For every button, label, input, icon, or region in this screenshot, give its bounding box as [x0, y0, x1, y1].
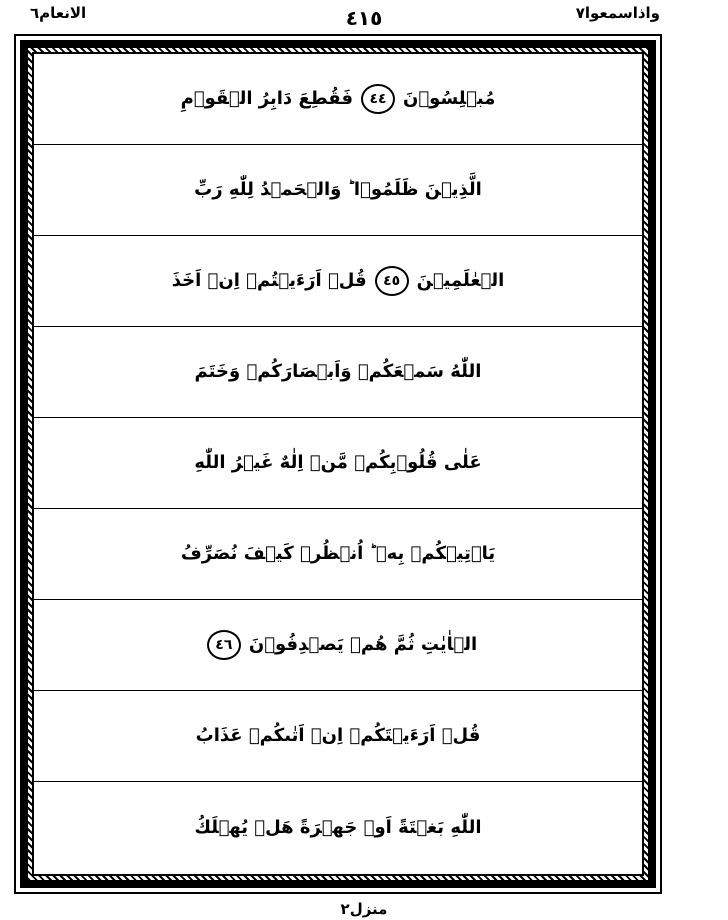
verse-text: اللّٰهُ سَمۡعَكُمۡ وَاَبۡصَارَكُمۡ وَخَتَمَ	[194, 361, 482, 382]
text-line-6	[34, 509, 642, 600]
verse-text: فَقُطِعَ دَابِرُ الۡقَوۡمِ	[180, 88, 354, 109]
text-line-5	[34, 418, 642, 509]
verse-text: الۡعٰلَمِيۡنَ	[416, 270, 505, 291]
text-line-9	[34, 782, 642, 873]
surah-name-header: الانعام٦	[30, 4, 87, 22]
verse-text: مُبۡلِسُوۡنَ	[403, 88, 496, 109]
page-number: ٤١٥	[345, 6, 383, 30]
verse-text: عَلٰى قُلُوۡبِكُمۡ مَّنۡ اِلٰهٌ غَيۡرُ اللّٰهِ	[194, 452, 482, 473]
ayah-number-marker: ٤٥	[375, 266, 409, 296]
text-line-3	[34, 236, 642, 327]
verse-text: الۡاٰيٰتِ ثُمَّ هُمۡ يَصۡدِفُوۡنَ	[248, 634, 478, 655]
ayah-number-marker: ٤٤	[361, 84, 395, 114]
verse-text: قُلۡ اَرَءَيۡتُمۡ اِنۡ اَخَذَ	[171, 270, 367, 291]
ayah-number-marker: ٤٦	[207, 630, 241, 660]
verse-text: قُلۡ اَرَءَيۡتَكُمۡ اِنۡ اَتٰٮكُمۡ عَذَابُ	[195, 725, 481, 746]
text-line-1	[34, 54, 642, 145]
verse-text: يَاۡتِيۡكُمۡ بِهٖ ؕ اُنۡظُرۡ كَيۡفَ نُصَرِّفُ	[180, 543, 496, 564]
verse-text: اللّٰهِ بَغۡتَةً اَوۡ جَهۡرَةً هَلۡ يُهۡلَكُ	[194, 816, 482, 838]
verse-text: الَّذِيۡنَ ظَلَمُوۡا ؕ وَالۡحَمۡدُ لِلّٰهِ رَبِّ	[194, 179, 482, 200]
para-name-header: واذاسمعوا٧	[575, 4, 660, 22]
text-line-8	[34, 691, 642, 782]
text-line-7	[34, 600, 642, 691]
text-line-2	[34, 145, 642, 236]
quran-text-block	[34, 54, 642, 874]
manzil-footer: منزل٢	[340, 900, 388, 918]
text-line-4	[34, 327, 642, 418]
